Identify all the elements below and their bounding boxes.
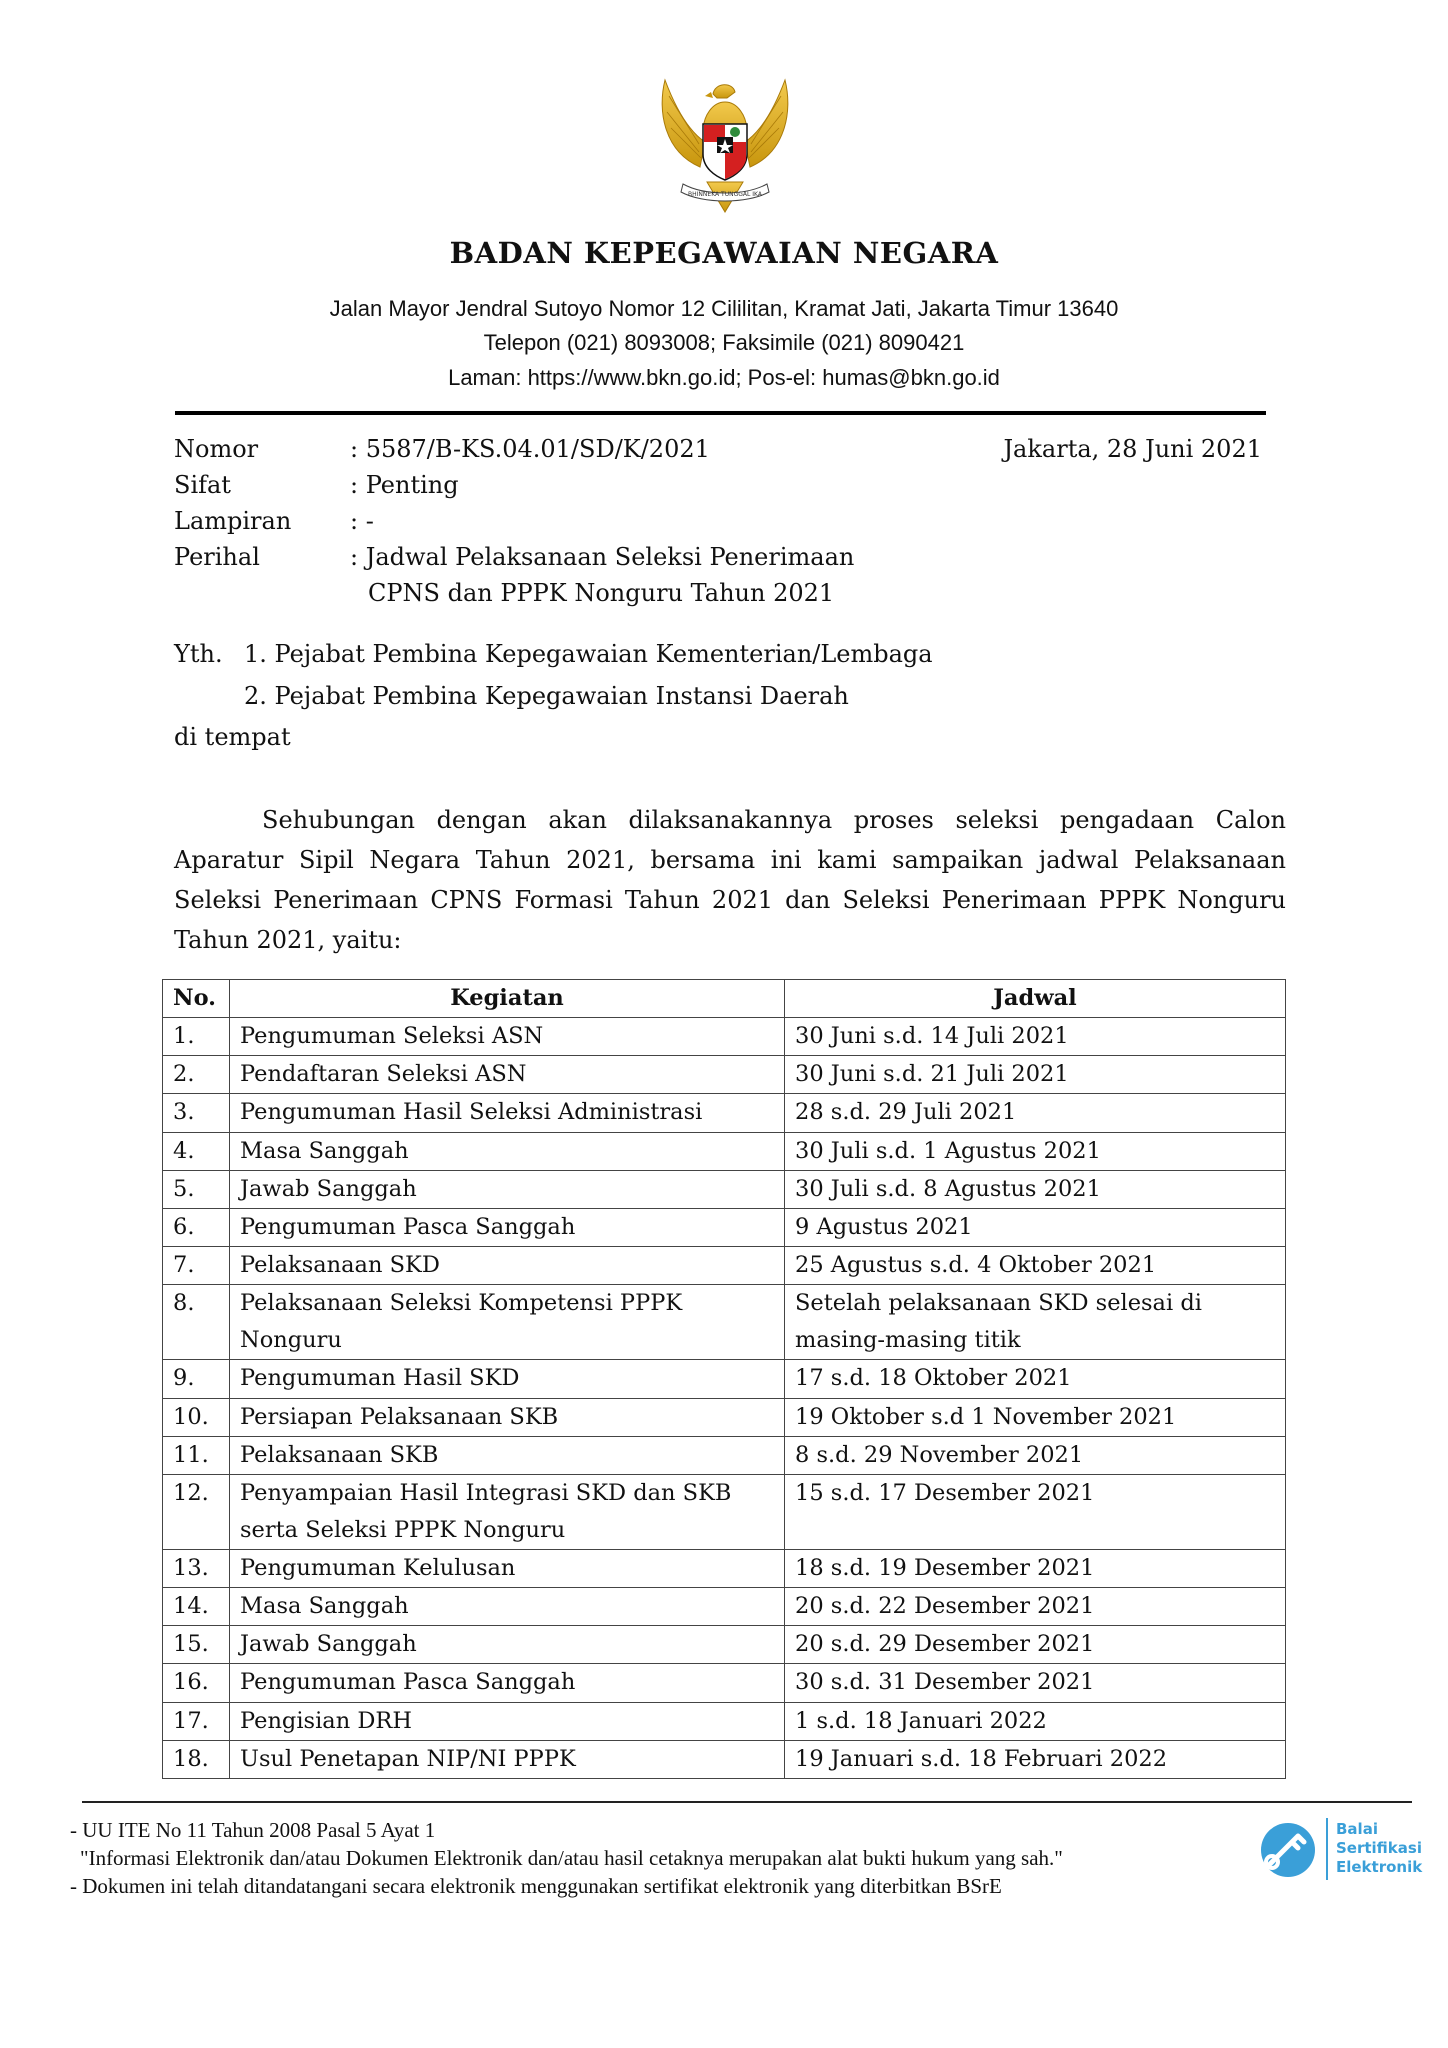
table-body (163, 1018, 1286, 1779)
letter-date: Jakarta, 28 Juni 2021 (1003, 435, 1262, 463)
cell-no: 17. (163, 1702, 230, 1740)
cell-kegiatan: Jawab Sanggah (230, 1626, 785, 1664)
cell-kegiatan: Pengumuman Pasca Sanggah (230, 1208, 785, 1246)
cell-kegiatan: Masa Sanggah (230, 1588, 785, 1626)
footer-law-reference: - UU ITE No 11 Tahun 2008 Pasal 5 Ayat 1 (70, 1818, 436, 1842)
cell-no: 15. (163, 1626, 230, 1664)
cell-jadwal: 30 Juni s.d. 14 Juli 2021 (785, 1018, 1286, 1056)
table-row (163, 1132, 1286, 1170)
table-row (163, 1247, 1286, 1285)
cell-kegiatan: Pengumuman Hasil SKD (230, 1360, 785, 1398)
cell-kegiatan: Pengumuman Kelulusan (230, 1549, 785, 1587)
cell-jadwal: 17 s.d. 18 Oktober 2021 (785, 1360, 1286, 1398)
recipient-prefix: Yth. (174, 640, 223, 668)
cell-kegiatan: Penyampaian Hasil Integrasi SKD dan SKB serta Seleksi PPPK Nonguru (230, 1474, 785, 1549)
cell-jadwal: 30 Juli s.d. 8 Agustus 2021 (785, 1170, 1286, 1208)
cell-jadwal: 30 s.d. 31 Desember 2021 (785, 1664, 1286, 1702)
cell-no: 4. (163, 1132, 230, 1170)
lampiran-value: : - (350, 507, 374, 535)
header-jadwal: Jadwal (785, 980, 1286, 1018)
cell-kegiatan: Masa Sanggah (230, 1132, 785, 1170)
table-row (163, 1549, 1286, 1587)
body-paragraph: Sehubungan dengan akan dilaksanakannya proses seleksi pengadaan Calon Aparatur Sipil Negara Tahun 2021, bersama ini kami sampaikan jadwal Pelaksanaan Seleksi Penerimaan CPNS Formasi Tahun 2021 dan Seleksi Penerimaan PPPK Nonguru Tahun 2021, yaitu: (174, 806, 1286, 954)
org-address: Jalan Mayor Jendral Sutoyo Nomor 12 Cililitan, Kramat Jati, Jakarta Timur 13640 (329, 296, 1119, 321)
garuda-emblem-icon (655, 72, 795, 222)
cell-kegiatan: Pendaftaran Seleksi ASN (230, 1056, 785, 1094)
org-phone: Telepon (021) 8093008; Faksimile (021) 8090421 (483, 330, 965, 355)
cell-jadwal: 28 s.d. 29 Juli 2021 (785, 1094, 1286, 1132)
table-row (163, 1702, 1286, 1740)
cell-jadwal: 19 Oktober s.d 1 November 2021 (785, 1398, 1286, 1436)
bsre-text-line: Balai (1336, 1820, 1378, 1838)
cell-no: 2. (163, 1056, 230, 1094)
schedule-table (162, 979, 1286, 1779)
logo-divider (1326, 1818, 1328, 1880)
cell-no: 6. (163, 1208, 230, 1246)
cell-kegiatan: Pelaksanaan SKB (230, 1436, 785, 1474)
cell-jadwal: 20 s.d. 29 Desember 2021 (785, 1626, 1286, 1664)
recipient-item: 1. Pejabat Pembina Kepegawaian Kementerian/Lembaga (244, 640, 933, 668)
perihal-value-line1: : Jadwal Pelaksanaan Seleksi Penerimaan (350, 543, 855, 571)
sifat-label: Sifat (174, 471, 231, 499)
cell-no: 11. (163, 1436, 230, 1474)
cell-kegiatan: Usul Penetapan NIP/NI PPPK (230, 1740, 785, 1778)
table-row (163, 1398, 1286, 1436)
letterhead-divider (175, 411, 1266, 415)
bsre-logo (1258, 1818, 1438, 1884)
footer-esign-notice: - Dokumen ini telah ditandatangani secara elektronik menggunakan sertifikat elektronik yang diterbitkan BSrE (70, 1874, 1002, 1898)
bsre-text-line: Elektronik (1336, 1858, 1423, 1876)
cell-no: 7. (163, 1247, 230, 1285)
table-row (163, 1208, 1286, 1246)
table-row (163, 1474, 1286, 1549)
table-row (163, 1626, 1286, 1664)
emblem-motto: BHINNEKA TUNGGAL IKA (688, 191, 762, 198)
cell-kegiatan: Jawab Sanggah (230, 1170, 785, 1208)
cell-jadwal: 8 s.d. 29 November 2021 (785, 1436, 1286, 1474)
nomor-label: Nomor (174, 435, 259, 463)
cell-no: 14. (163, 1588, 230, 1626)
cell-kegiatan: Pengisian DRH (230, 1702, 785, 1740)
table-row (163, 1740, 1286, 1778)
footer-divider (82, 1801, 1412, 1803)
perihal-label: Perihal (174, 543, 260, 571)
key-circle-icon (1258, 1818, 1322, 1882)
cell-no: 9. (163, 1360, 230, 1398)
table-row (163, 1436, 1286, 1474)
cell-no: 12. (163, 1474, 230, 1549)
cell-no: 1. (163, 1018, 230, 1056)
table-row (163, 1094, 1286, 1132)
cell-kegiatan: Persiapan Pelaksanaan SKB (230, 1398, 785, 1436)
cell-no: 3. (163, 1094, 230, 1132)
cell-jadwal: 20 s.d. 22 Desember 2021 (785, 1588, 1286, 1626)
header-kegiatan: Kegiatan (230, 980, 785, 1018)
bsre-logo-text (1336, 1820, 1422, 1877)
cell-jadwal: 25 Agustus s.d. 4 Oktober 2021 (785, 1247, 1286, 1285)
cell-kegiatan: Pengumuman Hasil Seleksi Administrasi (230, 1094, 785, 1132)
table-row (163, 1664, 1286, 1702)
cell-jadwal: 19 Januari s.d. 18 Februari 2022 (785, 1740, 1286, 1778)
cell-no: 8. (163, 1285, 230, 1360)
cell-kegiatan: Pengumuman Seleksi ASN (230, 1018, 785, 1056)
cell-no: 13. (163, 1549, 230, 1587)
recipient-location: di tempat (174, 723, 291, 751)
lampiran-label: Lampiran (174, 507, 292, 535)
cell-kegiatan: Pelaksanaan SKD (230, 1247, 785, 1285)
cell-jadwal: 1 s.d. 18 Januari 2022 (785, 1702, 1286, 1740)
table-row (163, 1360, 1286, 1398)
sifat-value: : Penting (350, 471, 459, 499)
nomor-value: : 5587/B-KS.04.01/SD/K/2021 (350, 435, 710, 463)
cell-jadwal: 15 s.d. 17 Desember 2021 (785, 1474, 1286, 1549)
cell-kegiatan: Pelaksanaan Seleksi Kompetensi PPPK Nonguru (230, 1285, 785, 1360)
org-web: Laman: https://www.bkn.go.id; Pos-el: humas@bkn.go.id (448, 365, 1000, 390)
footer-law-quote: "Informasi Elektronik dan/atau Dokumen Elektronik dan/atau hasil cetaknya merupakan alat bukti hukum yang sah." (80, 1846, 1063, 1870)
table-row (163, 1018, 1286, 1056)
table-header-row (163, 980, 1286, 1018)
table-row (163, 1588, 1286, 1626)
org-name: BADAN KEPEGAWAIAN NEGARA (449, 236, 999, 270)
bsre-text-line: Sertifikasi (1336, 1839, 1422, 1857)
header-no: No. (163, 980, 230, 1018)
cell-no: 18. (163, 1740, 230, 1778)
cell-kegiatan: Pengumuman Pasca Sanggah (230, 1664, 785, 1702)
cell-jadwal: 18 s.d. 19 Desember 2021 (785, 1549, 1286, 1587)
cell-no: 16. (163, 1664, 230, 1702)
cell-no: 10. (163, 1398, 230, 1436)
cell-jadwal: 9 Agustus 2021 (785, 1208, 1286, 1246)
recipient-item: 2. Pejabat Pembina Kepegawaian Instansi Daerah (244, 682, 849, 710)
perihal-value-line2: CPNS dan PPPK Nonguru Tahun 2021 (368, 579, 835, 607)
cell-jadwal: 30 Juni s.d. 21 Juli 2021 (785, 1056, 1286, 1094)
cell-jadwal: 30 Juli s.d. 1 Agustus 2021 (785, 1132, 1286, 1170)
table-row (163, 1285, 1286, 1360)
table-row (163, 1170, 1286, 1208)
table-row (163, 1056, 1286, 1094)
cell-jadwal: Setelah pelaksanaan SKD selesai di masing-masing titik (785, 1285, 1286, 1360)
cell-no: 5. (163, 1170, 230, 1208)
